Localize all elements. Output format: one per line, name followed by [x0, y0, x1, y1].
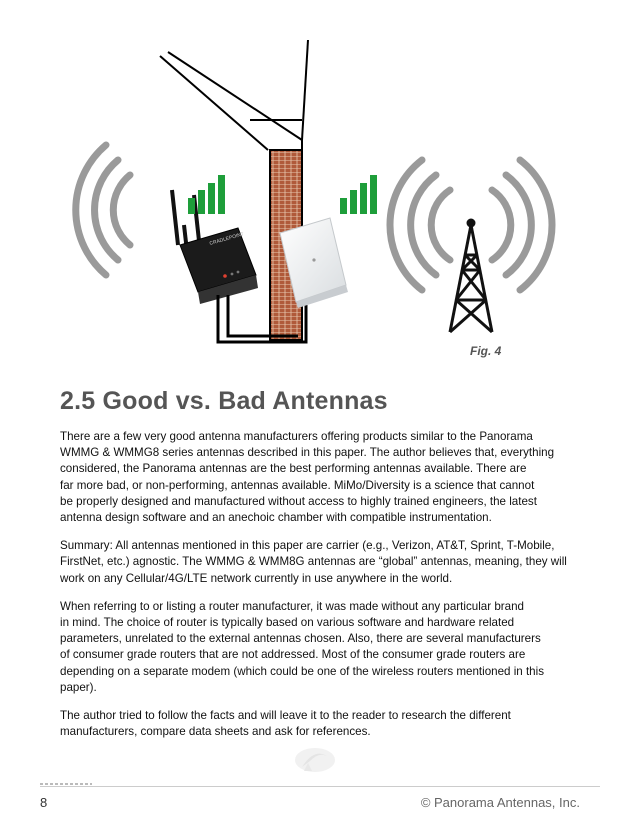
cell-tower: [450, 220, 492, 332]
page-number: 8: [40, 795, 48, 810]
router-logo: CRADLEPOINT: [208, 231, 245, 247]
router-signal-waves: [76, 145, 130, 275]
paragraph-summary: Summary: All antennas mentioned in this paper are carrier (e.g., Verizon, AT&T, Sprint, T-Mobile, FirstNet, etc.) agnostic. The WMMG & WMM8G antennas are “global” antennas, meaning, they will work on any Cellular/4G/LTE network currently in use anywhere in the world.: [60, 539, 567, 585]
house-outline: [160, 40, 316, 340]
footer-divider: [40, 786, 600, 787]
paragraph-router-manufacturers: When referring to or listing a router manufacturer, it was made without any particular brand in mind. The choice of router is typically based on various software and hardware related parameters, unrelated to the external antennas chosen. Also, there are several manufacturers of consumer grade routers that are not addressed. Most of the consumer grade routers are depending on a separate modem (which could be one of the wireless routers mentioned in this paper).: [60, 599, 545, 694]
router-signal-bars: [188, 175, 225, 214]
paragraph-references: The author tried to follow the facts and will leave it to the reader to research the different manufacturers, compare data sheets and ask for references.: [60, 709, 511, 739]
figure-4-illustration: [60, 40, 580, 370]
section-heading: 2.5 Good vs. Bad Antennas: [60, 387, 388, 415]
footer-decoration: [40, 783, 92, 785]
antenna-signal-bars: [340, 175, 377, 214]
paragraph-manufacturers: There are a few very good antenna manufacturers offering products similar to the Panorama WMMG & WMMG8 series antennas described in this paper. The author believes that, everything considered, the Panorama antennas are the best performing antennas available. There are far more bad, or non-performing, antennas available. MiMo/Diversity is a science that cannot be properly designed and manufactured without access to highly trained engineers, the latest antenna design software and an anechoic chamber with compatible instrumentation.: [60, 430, 555, 525]
figure-caption: Fig. 4: [470, 344, 502, 358]
section-body: [60, 429, 580, 752]
panorama-logo-watermark: [292, 745, 338, 777]
copyright-notice: © Panorama Antennas, Inc.: [420, 795, 580, 810]
